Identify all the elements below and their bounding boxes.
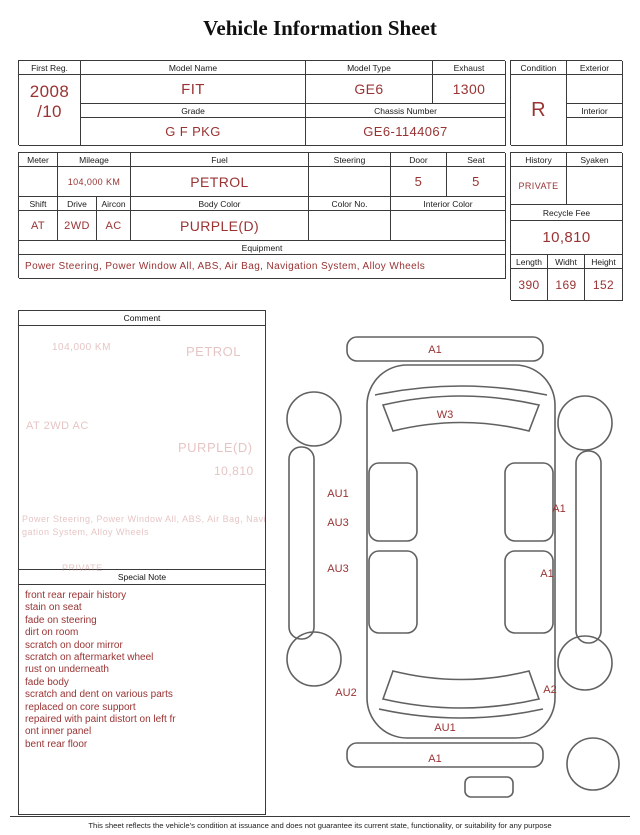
steering-label: Steering [309, 153, 391, 167]
interior-label: Interior [567, 104, 623, 118]
equipment-value: Power Steering, Power Window All, ABS, Air Bag, Navigation System, Alloy Wheels [19, 255, 506, 279]
note-item: scratch on aftermarket wheel [25, 652, 154, 664]
note-item: dirt on room [25, 627, 79, 639]
chassis-number-value: GE6-1144067 [306, 118, 506, 146]
watermark-text: PRIVATE [62, 563, 103, 573]
damage-code-au1: AU1 [327, 488, 349, 500]
drive-label: Drive [58, 197, 97, 211]
door-front-right-shape [505, 463, 553, 541]
watermark-text: PETROL [186, 344, 242, 359]
condition-table [510, 60, 622, 145]
shift-label: Shift [19, 197, 58, 211]
height-label: Height [585, 255, 623, 269]
spare-wheel [567, 738, 619, 790]
door-front-left-shape [369, 463, 417, 541]
aircon-value: AC [97, 211, 131, 241]
width-value: 169 [548, 269, 585, 301]
syaken-value [567, 167, 623, 205]
model-name-value: FIT [81, 75, 306, 104]
model-name-label: Model Name [81, 61, 306, 75]
note-item: replaced on core support [25, 701, 136, 713]
history-label: History [511, 153, 567, 167]
damage-code-w3: W3 [436, 409, 454, 421]
watermark-text: gation System, Alloy Wheels [22, 527, 150, 537]
damage-code-au1: AU1 [434, 722, 456, 734]
comment-panel [18, 310, 266, 815]
seat-value: 5 [447, 167, 506, 197]
condition-value: R [511, 75, 567, 146]
meter-value [19, 167, 58, 197]
body-color-label: Body Color [131, 197, 309, 211]
grade-value: G F PKG [81, 118, 306, 146]
door-rear-left-shape [369, 551, 417, 633]
length-value: 390 [511, 269, 548, 301]
interior-color-label: Interior Color [391, 197, 506, 211]
meter-label: Meter [19, 153, 58, 167]
damage-code-a2: A2 [543, 684, 557, 696]
recycle-fee-value: 10,810 [511, 221, 623, 255]
watermark-text: PURPLE(D) [178, 440, 253, 455]
damage-code-a1: A1 [552, 503, 566, 515]
car-top-view [268, 315, 630, 815]
disclaimer-text: This sheet reflects the vehicle's condition at issuance and does not guarantee its current state, functionality, or suitability for any purpose [10, 816, 630, 830]
color-no-label: Color No. [309, 197, 391, 211]
note-item: rust on underneath [25, 664, 109, 676]
damage-code-au3: AU3 [327, 517, 349, 529]
syaken-label: Syaken [567, 153, 623, 167]
mileage-label: Mileage [58, 153, 131, 167]
damage-code-au3: AU3 [327, 563, 349, 575]
aircon-label: Aircon [97, 197, 131, 211]
note-item: front rear repair history [25, 590, 127, 601]
license-plate-shape [465, 777, 513, 797]
note-item: fade on steering [25, 614, 97, 626]
first-reg-month: /10 [37, 101, 62, 121]
condition-label: Condition [511, 61, 567, 75]
trunk-line [379, 709, 543, 718]
watermark-text: AT 2WD AC [26, 420, 89, 432]
wheel-rear-left [287, 632, 341, 686]
door-value: 5 [391, 167, 447, 197]
rear-bumper-shape [347, 743, 543, 767]
page-title: Vehicle Information Sheet [203, 16, 437, 40]
fuel-label: Fuel [131, 153, 309, 167]
model-type-value: GE6 [306, 75, 433, 104]
color-no-value [309, 211, 391, 241]
exterior-value [567, 75, 623, 104]
fuel-value: PETROL [131, 167, 309, 197]
rocker-panel-right [576, 451, 601, 643]
steering-value [309, 167, 391, 197]
door-label: Door [391, 153, 447, 167]
first-reg-value [19, 75, 81, 146]
note-item: repaired with paint distort on left fr [25, 714, 176, 726]
chassis-number-label: Chassis Number [306, 104, 506, 118]
wheel-front-left [287, 392, 341, 446]
recycle-fee-label: Recycle Fee [511, 205, 623, 221]
length-label: Length [511, 255, 548, 269]
comment-header: Comment [19, 311, 265, 326]
watermark-text: 10,810 [214, 464, 254, 478]
note-item: scratch and dent on various parts [25, 689, 173, 701]
rear-window-shape [383, 671, 539, 708]
interior-value [567, 118, 623, 146]
special-note-header: Special Note [19, 569, 265, 585]
wheel-front-right [558, 396, 612, 450]
door-rear-right-shape [505, 551, 553, 633]
note-item: fade body [25, 676, 69, 688]
history-value: PRIVATE [511, 167, 567, 205]
body-color-value: PURPLE(D) [131, 211, 309, 241]
height-value: 152 [585, 269, 623, 301]
watermark-text: Power Steering, Power Window All, ABS, Air Bag, Navi [22, 514, 267, 524]
note-item: bent rear floor [25, 738, 88, 750]
seat-label: Seat [447, 153, 506, 167]
note-item: stain on seat [25, 602, 82, 614]
drive-value: 2WD [58, 211, 97, 241]
shift-value: AT [19, 211, 58, 241]
windshield-shape [383, 396, 539, 431]
note-item: scratch on door mirror [25, 639, 123, 651]
special-notes-list [19, 585, 265, 814]
model-type-label: Model Type [306, 61, 433, 75]
watermark-text: 104,000 KM [52, 342, 111, 353]
rocker-panel-left [289, 447, 314, 639]
wheel-rear-right [558, 636, 612, 690]
first-reg-year: 2008 [29, 82, 70, 101]
damage-code-a1: A1 [540, 568, 554, 580]
damage-code-a1: A1 [428, 753, 442, 765]
interior-color-value [391, 211, 506, 241]
history-table [510, 152, 622, 300]
damage-diagram [268, 315, 630, 815]
exhaust-value: 1300 [433, 75, 506, 104]
hood-line [375, 386, 547, 395]
equipment-label: Equipment [19, 241, 506, 255]
exhaust-label: Exhaust [433, 61, 506, 75]
exterior-label: Exterior [567, 61, 623, 75]
first-reg-label: First Reg. [19, 61, 81, 75]
registration-table [18, 60, 505, 145]
front-bumper-shape [347, 337, 543, 361]
note-item: ont inner panel [25, 726, 92, 738]
damage-code-au2: AU2 [335, 687, 357, 699]
spec-table [18, 152, 505, 278]
grade-label: Grade [81, 104, 306, 118]
width-label: Widht [548, 255, 585, 269]
mileage-value: 104,000 KM [58, 167, 131, 197]
damage-code-a1: A1 [428, 344, 442, 356]
